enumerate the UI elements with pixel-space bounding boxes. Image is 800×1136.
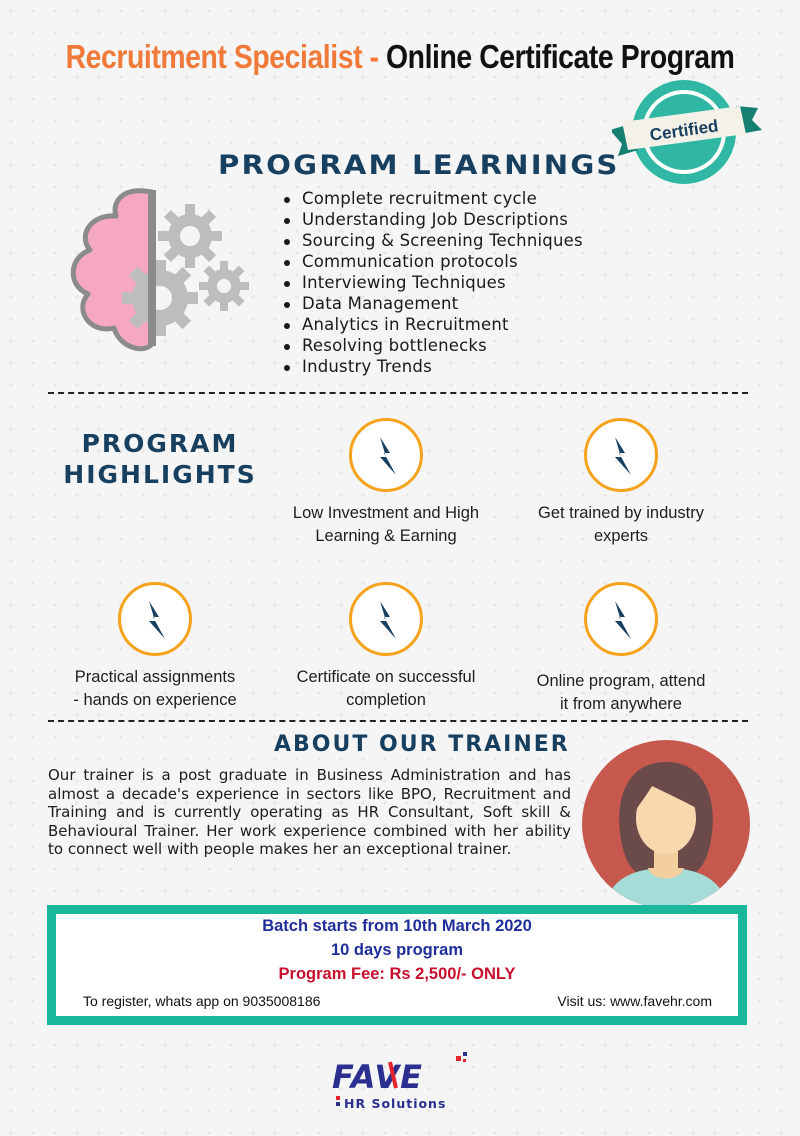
list-item: Data Management [284, 293, 583, 314]
list-item: Understanding Job Descriptions [284, 209, 583, 230]
learnings-heading: PROGRAM LEARNINGS [218, 150, 620, 181]
lightning-icon [118, 582, 192, 656]
highlight-item [276, 582, 496, 712]
trainer-avatar [582, 740, 750, 908]
learnings-list [284, 188, 583, 377]
highlight-line1: Practical assignments [74, 668, 236, 686]
highlight-line1: Get trained by industry [538, 504, 704, 522]
highlight-item [511, 582, 731, 716]
fave-logo [330, 1052, 475, 1112]
logo-tagline: HR Solutions [344, 1096, 447, 1111]
highlight-line2: it from anywhere [560, 695, 682, 713]
highlight-item [511, 418, 731, 548]
divider [48, 720, 748, 722]
lightning-icon [584, 582, 658, 656]
title-part-black: Online Certificate Program [386, 38, 735, 75]
batch-start: Batch starts from 10th March 2020 [262, 917, 532, 935]
highlight-line2: - hands on experience [73, 691, 237, 709]
list-item: Industry Trends [284, 356, 583, 377]
highlight-item [276, 418, 496, 548]
lightning-icon [584, 418, 658, 492]
register-contact: To register, whats app on 9035008186 [83, 993, 321, 1009]
list-item: Sourcing & Screening Techniques [284, 230, 583, 251]
highlights-heading-line1: PROGRAM [81, 429, 239, 458]
highlights-heading-line2: HIGHLIGHTS [63, 460, 257, 489]
list-item: Resolving bottlenecks [284, 335, 583, 356]
highlight-line2: Learning & Earning [315, 527, 457, 545]
list-item: Complete recruitment cycle [284, 188, 583, 209]
highlight-line1: Online program, attend [536, 672, 706, 690]
list-item: Interviewing Techniques [284, 272, 583, 293]
program-info-box [47, 905, 747, 1025]
title-part-orange: Recruitment Specialist - [65, 38, 387, 75]
badge-label: Certified [648, 116, 720, 145]
program-fee: Program Fee: Rs 2,500/- ONLY [278, 965, 516, 983]
list-item: Communication protocols [284, 251, 583, 272]
logo-name: FAVE [332, 1058, 423, 1096]
program-duration: 10 days program [330, 941, 464, 959]
page-title [56, 38, 744, 76]
trainer-heading: ABOUT OUR TRAINER [274, 732, 570, 757]
highlight-line1: Certificate on successful [296, 668, 476, 686]
highlight-line1: Low Investment and High [292, 504, 480, 522]
certified-badge [612, 72, 762, 202]
divider [48, 392, 748, 394]
highlight-line2: experts [593, 527, 649, 545]
website-link[interactable]: Visit us: www.favehr.com [557, 993, 712, 1009]
highlight-item [45, 582, 265, 712]
highlight-line2: completion [346, 691, 426, 709]
lightning-icon [349, 418, 423, 492]
trainer-description: Our trainer is a post graduate in Business Administration and has almost a decade's experience in sectors like BPO, Recruitment and Training and is currently operating as HR Consultant, Soft skill & Behavioural Trainer. Her work experience combined with her ability to connect well with people makes her an exceptional trainer. [48, 766, 571, 858]
brain-gears-icon [60, 186, 260, 356]
highlights-heading [60, 428, 260, 490]
lightning-icon [349, 582, 423, 656]
list-item: Analytics in Recruitment [284, 314, 583, 335]
